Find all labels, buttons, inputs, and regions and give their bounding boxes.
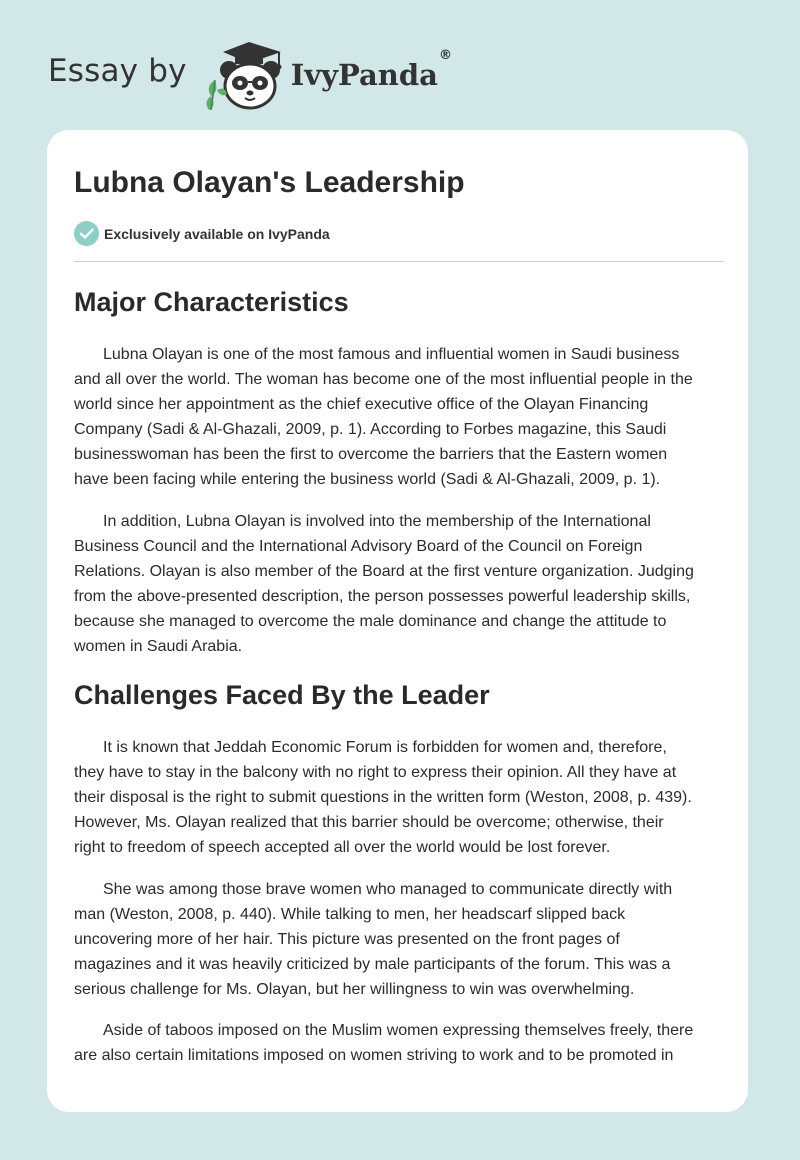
essay-title: Lubna Olayan's Leadership (74, 166, 465, 199)
essay-card (47, 130, 748, 1112)
section-heading: Major Characteristics (74, 287, 349, 317)
panda-graduate-logo-icon (201, 36, 297, 112)
registered-mark: ® (438, 48, 452, 63)
section-heading: Challenges Faced By the Leader (74, 680, 490, 710)
check-circle-icon (74, 221, 99, 246)
paragraph: She was among those brave women who managed to communicate directly with man (Weston, 2008, p. 440). While talking to men, her headscarf slipped back uncovering more of her hair. This picture was presented on the front pages of magazines and it was heavily criticized by male participants of the forum. This was a serious challenge for Ms. Olayan, but her willingness to win was overwhelming. (74, 881, 673, 998)
ivypanda-brand-name: IvyPanda® (290, 48, 452, 92)
site-header-brand[interactable] (48, 36, 452, 112)
exclusive-badge-text: Exclusively available on IvyPanda (104, 225, 330, 242)
paragraph: In addition, Lubna Olayan is involved into the membership of the International Business Council and the International Advisory Board of the Council on Foreign Relations. Olayan is also member of the Board at the first venture organization. Judging from the above-presented description, the person possesses powerful leadership skills, because she managed to overcome the male dominance and change the attitude to women in Saudi Arabia. (74, 513, 694, 655)
essay-by-label: Essay by (48, 53, 187, 89)
paragraph: It is known that Jeddah Economic Forum is forbidden for women and, therefore, they have to stay in the balcony with no right to express their opinion. All they have at their disposal is the right to submit questions in the written form (Weston, 2008, p. 439). However, Ms. Olayan realized that this barrier should be overcome; otherwise, their right to freedom of speech accepted all over the world would be lost forever. (74, 739, 692, 856)
title-divider (74, 261, 724, 262)
exclusive-badge (74, 221, 330, 246)
paragraph: Aside of taboos imposed on the Muslim women expressing themselves freely, there are also certain limitations imposed on women striving to work and to be promoted in (74, 1022, 694, 1064)
paragraph: Lubna Olayan is one of the most famous and influential women in Saudi business and all over the world. The woman has become one of the most influential people in the world since her appointment as the chief executive office of the Olayan Financing Company (Sadi & Al-Ghazali, 2009, p. 1). According to Forbes magazine, this Saudi businesswoman has been the first to overcome the barriers that the Eastern women have been facing while entering the business world (Sadi & Al-Ghazali, 2009, p. 1). (74, 346, 693, 488)
